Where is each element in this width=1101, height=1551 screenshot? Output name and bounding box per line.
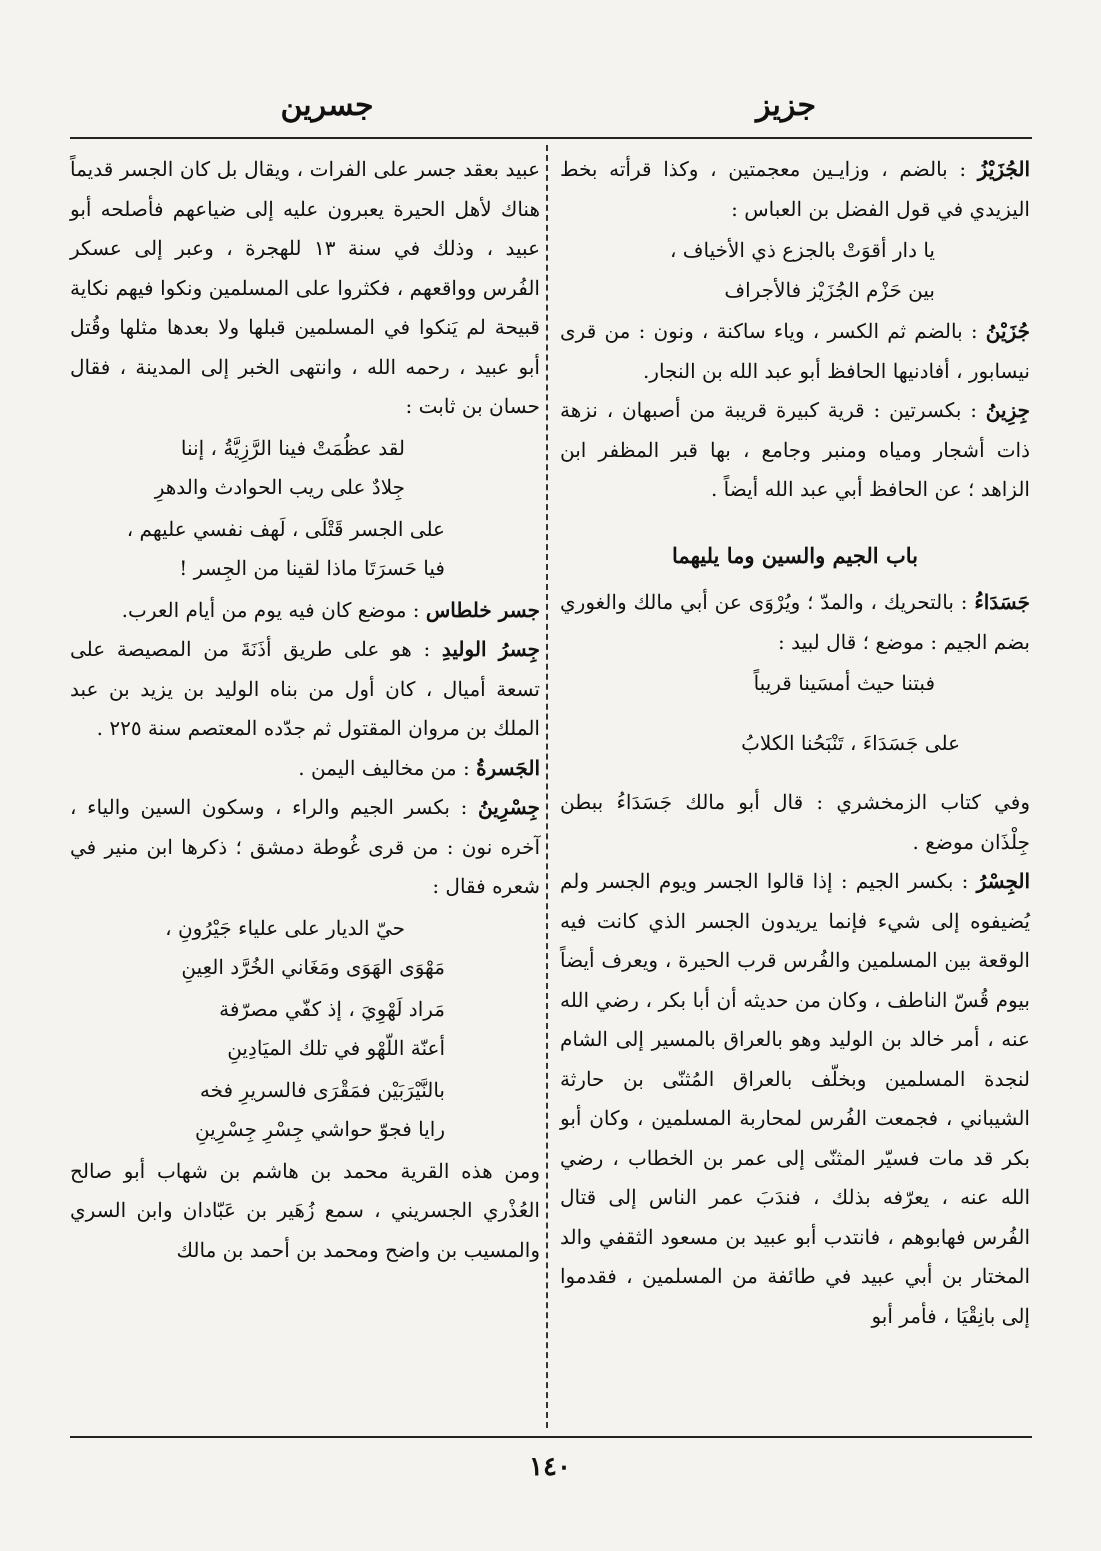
entry-text: : بكسر الجيم والراء ، وسكون السين والياء ، آخره نون : من قرى غُوطة دمشق ؛ ذكرها ابن منير في شعره فقال : bbox=[70, 795, 540, 898]
headword: الجَسرةُ bbox=[476, 755, 540, 780]
entry: وفي كتاب الزمخشري : قال أبو مالك جَسَدَاءُ ببطن جِلْذَان موضع . bbox=[560, 790, 1030, 854]
entry-text: : بكسرتين : قرية كبيرة قريبة من أصبهان ، نزهة ذات أشجار ومياه ومنبر وجامع ، بها قبر المظفر ابن الزاهد ؛ عن الحافظ أبي عبد الله أيضاً . bbox=[560, 398, 1030, 501]
right-column bbox=[560, 150, 1030, 1336]
verse-line: مَهْوَى الهَوَى ومَغَاني الخُرَّد العِينِ bbox=[181, 955, 445, 979]
verse bbox=[70, 990, 540, 1069]
entry-text: : موضع كان فيه يوم من أيام العرب. bbox=[121, 597, 426, 622]
entry: عبيد بعقد جسر على الفرات ، ويقال بل كان الجسر قديماً هناك لأهل الحيرة يعبرون عليه إلى ضياعهم فأصلحه أبو عبيد ، وذلك في سنة ١٣ للهجرة ، وعبر إلى عسكر الفُرس وواقعهم ، فكثروا على المسلمين ونكوا فيهم نكاية قبيحة لم يَنكوا في المسلمين قبلها ولا بعدها مثلها وقُتل أبو عبيد ، رحمه الله ، وانتهى الخبر إلى المدينة ، فقال حسان بن ثابت : bbox=[70, 157, 541, 418]
headword: الجُزَيْزُ bbox=[977, 157, 1030, 181]
verse bbox=[70, 510, 540, 589]
verse bbox=[70, 429, 540, 508]
entry bbox=[70, 788, 540, 907]
verse bbox=[560, 664, 1030, 763]
verse-line: على الجسر قَتْلَى ، لَهف نفسي عليهم ، bbox=[126, 516, 445, 541]
entry bbox=[560, 391, 1030, 510]
top-rule bbox=[70, 137, 1032, 139]
entry bbox=[560, 862, 1030, 1336]
verse bbox=[70, 909, 540, 988]
entry bbox=[70, 591, 540, 631]
headword: الجِسْرُ bbox=[976, 869, 1030, 893]
bottom-rule bbox=[70, 1436, 1032, 1438]
entry: ومن هذه القرية محمد بن هاشم بن شهاب أبو صالح العُذْري الجسريني ، سمع زُهَير بن عَبّادان وابن السري والمسيب بن واضح ومحمد بن أحمد بن مالك bbox=[70, 1158, 540, 1262]
verse-line: فيا حَسرَتَا ماذا لقينا من الجِسر ! bbox=[179, 556, 445, 580]
entry bbox=[560, 583, 1030, 662]
verse-line: بالنَّيْرَبَيْن فمَقْرَى فالسريرِ فخه bbox=[199, 1077, 445, 1102]
running-header-left: جسرين bbox=[280, 88, 374, 123]
verse-line: لقد عظُمَتْ فينا الرَّزِيَّةُ ، إننا bbox=[180, 435, 405, 460]
entry-text: : بالضم ثم الكسر ، وياء ساكنة ، ونون : من قرى نيسابور ، أفادنيها الحافظ أبو عبد الله بن النجار. bbox=[560, 319, 1030, 383]
verse-line: حيّ الديار على علياء جَيْرُونِ ، bbox=[165, 915, 405, 940]
entry-text: : من مخاليف اليمن . bbox=[298, 755, 477, 780]
entry-text: : بالتحريك ، والمدّ ؛ ويُرْوَى عن أبي مالك والغوري بضم الجيم : موضع ؛ قال لبيد : bbox=[560, 590, 1030, 654]
verse-line: يا دار أقوَتْ بالجزع ذي الأخياف ، bbox=[669, 238, 935, 262]
headword: جسر خلطاس bbox=[425, 597, 540, 622]
entry bbox=[70, 749, 540, 789]
entry-text: : بكسر الجيم : إذا قالوا الجسر ويوم الجسر ولم يُضيفوه إلى شيء فإنما يريدون الجسر الذي كانت فيه الوقعة بين المسلمين والفُرس قرب الحيرة ، ويعرف أيضاً بيوم قُسّ الناطف ، وكان من حديثه أن أبا بكر ، رضي الله عنه ، أمر خالد بن الوليد وهو بالعراق بالمسير إلى الشام لنجدة المسلمين وبخلّف بالعراق المُثنّى بن حارثة الشيباني ، فجمعت الفُرس لمحاربة المسلمين ، وكان أبو بكر قد مات فسيّر المثنّى إلى عمر بن الخطاب ، رضي الله عنه ، يعرّفه بذلك ، فندَبَ عمر الناس إلى قتال الفُرس فهابوهم ، فانتدب أبو عبيد بن مسعود الثقفي والد المختار بن أبي عبيد في طائفة من المسلمين ، فقدموا إلى بانِقْيَا ، فأمر أبو bbox=[560, 869, 1030, 1328]
section-title: باب الجيم والسين وما يليهما bbox=[672, 542, 918, 568]
verse bbox=[560, 231, 1030, 310]
headword: جَسَدَاءُ bbox=[974, 590, 1030, 614]
verse-line: فبتنا حيث أمسَينا قريباً bbox=[753, 671, 935, 695]
entry bbox=[560, 312, 1030, 391]
column-divider bbox=[546, 145, 548, 1428]
headword: جِسْرِينُ bbox=[477, 795, 540, 819]
entry-text: : هو على طريق أذَنَةَ من المصيصة على تسعة أميال ، كان أول من بناه الوليد بن يزيد بن عبد الملك بن مروان المقتول ثم جدّده المعتصم سنة ٢٢٥ . bbox=[70, 637, 540, 740]
verse bbox=[70, 1071, 540, 1150]
headword: جُزَيْنُ bbox=[985, 319, 1030, 343]
entry bbox=[560, 150, 1030, 229]
verse-line: جِلادٌ على ريب الحوادث والدهرِ bbox=[154, 475, 405, 499]
entry-text: : بالضم ، وزايـين معجمتين ، وكذا قرأته بخط اليزيدي في قول الفضل بن العباس : bbox=[560, 157, 1030, 221]
verse-line: على جَسَدَاءَ ، تَنْبَحُنا الكلابُ bbox=[741, 730, 960, 755]
verse-line: أعنّة اللّهْو في تلك الميَادِينِ bbox=[227, 1036, 445, 1060]
verse-line: بين حَزْم الجُزَيْز فالأجراف bbox=[724, 277, 935, 302]
verse-line: مَراد لَهْوِيَ ، إذ كفّي مصرّفة bbox=[219, 996, 445, 1021]
left-column bbox=[70, 150, 540, 1270]
verse-line: رايا فجوّ حواشي جِسْرِ جِسْرِينِ bbox=[194, 1117, 445, 1141]
running-header-right: جزيز bbox=[756, 88, 816, 123]
entry bbox=[70, 630, 540, 749]
page-number: ١٤٠ bbox=[529, 1452, 571, 1482]
headword: جِسرُ الوليدِ bbox=[441, 637, 541, 661]
headword: جِزِينُ bbox=[985, 398, 1030, 422]
